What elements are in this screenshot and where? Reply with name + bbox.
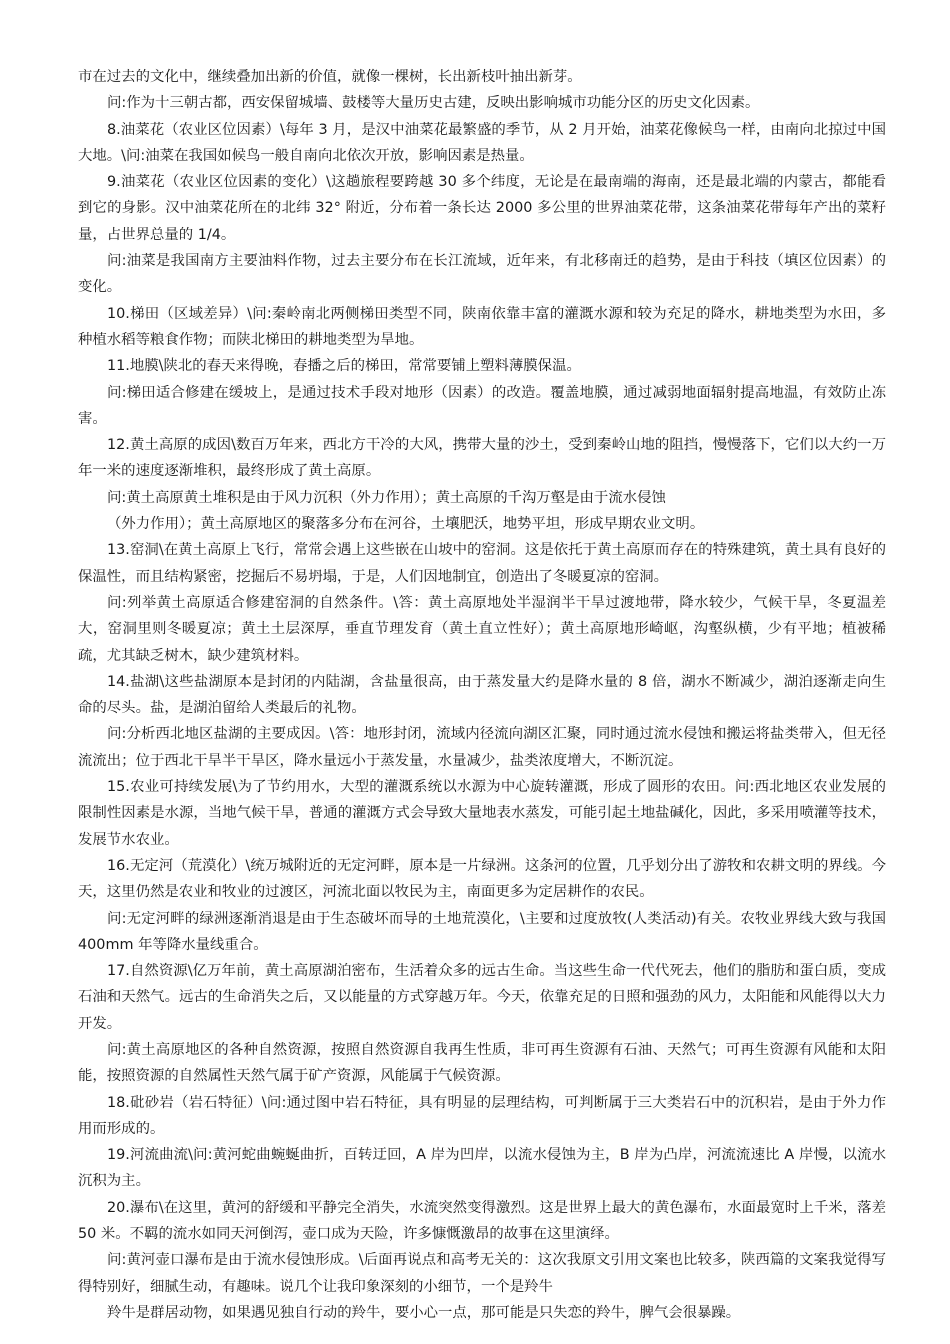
- paragraph: 14.盐湖\这些盐湖原本是封闭的内陆湖，含盐量很高，由于蒸发量大约是降水量的 8 倍，湖水不断减少，湖泊逐渐走向生命的尽头。盐，是湖泊留给人类最后的礼物。: [78, 673, 886, 717]
- paragraph: 16.无定河（荒漠化）\统万城附近的无定河畔，原本是一片绿洲。这条河的位置，几乎划分出了游牧和农耕文明的界线。今天，这里仍然是农业和牧业的过渡区，河流北面以牧民为主，南面更多为定居耕作的农民。: [78, 857, 886, 901]
- paragraph: 问:梯田适合修建在缓坡上，是通过技术手段对地形（因素）的改造。覆盖地膜，通过减弱地面辐射提高地温，有效防止冻害。: [78, 384, 886, 427]
- paragraph: 问:列举黄土高原适合修建窑洞的自然条件。\答：黄土高原地处半湿润半干旱过渡地带，降水较少，气候干旱，冬夏温差大，窑洞里则冬暖夏凉；黄土土层深厚，垂直节理发育（黄土直立性好）；黄土高原地形崎岖，沟壑纵横，少有平地；植被稀疏，尤其缺乏树木，缺少建筑材料。: [78, 594, 886, 664]
- paragraph: 问:黄土高原地区的各种自然资源，按照自然资源自我再生性质，非可再生资源有石油、天然气；可再生资源有风能和太阳能，按照资源的自然属性天然气属于矿产资源，风能属于气候资源。: [78, 1041, 886, 1085]
- paragraph: 羚牛是群居动物，如果遇见独自行动的羚牛，要小心一点，那可能是只失恋的羚牛，脾气会很暴躁。: [107, 1304, 741, 1321]
- paragraph: 问:作为十三朝古都，西安保留城墙、鼓楼等大量历史古建，反映出影响城市功能分区的历史文化因素。: [107, 95, 760, 112]
- paragraph: 8.油菜花（农业区位因素）\每年 3 月，是汉中油菜花最繁盛的季节，从 2 月开始，油菜花像候鸟一样，由南向北掠过中国大地。\问:油菜在我国如候鸟一般自南向北依次开放，影响因素是热量。: [78, 121, 886, 164]
- paragraph: 12.黄土高原的成因\数百万年来，西北方干冷的大风，携带大量的沙土，受到秦岭山地的阻挡，慢慢落下，它们以大约一万年一米的速度逐渐堆积，最终形成了黄土高原。: [78, 437, 886, 480]
- paragraph: 市在过去的文化中，继续叠加出新的价值，就像一棵树，长出新枝叶抽出新芽。: [78, 69, 582, 85]
- paragraph: 17.自然资源\亿万年前，黄土高原湖泊密布，生活着众多的远古生命。当这些生命一代代死去，他们的脂肪和蛋白质，变成石油和天然气。远古的生命消失之后，又以能量的方式穿越万年。今天，依靠充足的日照和强劲的风力，太阳能和风能得以大力开发。: [78, 963, 886, 1032]
- paragraph: 10.梯田（区域差异）\问:秦岭南北两侧梯田类型不同，陕南依靠丰富的灌溉水源和较为充足的降水，耕地类型为水田，多种植水稻等粮食作物；而陕北梯田的耕地类型为旱地。: [78, 305, 886, 348]
- paragraph: 18.砒砂岩（岩石特征）\问:通过图中岩石特征，具有明显的层理结构，可判断属于三大类岩石中的沉积岩，是由于外力作用而形成的。: [78, 1094, 886, 1137]
- paragraph: 问:无定河畔的绿洲逐渐消退是由于生态破坏而导的土地荒漠化，\主要和过度放牧(人类活动)有关。农牧业界线大致与我国 400mm 年等降水量线重合。: [78, 910, 886, 953]
- paragraph: 11.地膜\陕北的春天来得晚，春播之后的梯田，常常要铺上塑料薄膜保温。: [107, 358, 581, 375]
- paragraph: 20.瀑布\在这里，黄河的舒缓和平静完全消失，水流突然变得激烈。这是世界上最大的黄色瀑布，水面最宽时上千米，落差 50 米。不羁的流水如同天河倒泻，壶口成为天险，许多慷慨激昂的故事在这里演绎。: [78, 1199, 886, 1243]
- paragraph: 13.窑洞\在黄土高原上飞行，常常会遇上这些嵌在山坡中的窑洞。这是依托于黄土高原而存在的特殊建筑，黄土具有良好的保温性，而且结构紧密，挖掘后不易坍塌，于是，人们因地制宜，创造出了冬暖夏凉的窑洞。: [78, 542, 886, 585]
- paragraph: 19.河流曲流\问:黄河蛇曲蜿蜒曲折，百转迂回，A 岸为凹岸，以流水侵蚀为主，B 岸为凸岸，河流流速比 A 岸慢，以流水沉积为主。: [78, 1147, 886, 1190]
- paragraph: 问:黄河壶口瀑布是由于流水侵蚀形成。\后面再说点和高考无关的：这次我原文引用文案也比较多，陕西篇的文案我觉得写得特别好，细腻生动，有趣味。说几个让我印象深刻的小细节，一个是羚牛: [78, 1252, 886, 1295]
- paragraph: 问:油菜是我国南方主要油料作物，过去主要分布在长江流域，近年来，有北移南迁的趋势，是由于科技（填区位因素）的变化。: [78, 253, 886, 296]
- paragraph: 问:黄土高原黄土堆积是由于风力沉积（外力作用）；黄土高原的千沟万壑是由于流水侵蚀: [107, 489, 666, 506]
- body-text: [78, 64, 886, 1326]
- paragraph: 15.农业可持续发展\为了节约用水，大型的灌溉系统以水源为中心旋转灌溉，形成了圆形的农田。问:西北地区农业发展的限制性因素是水源，当地气候干旱，普通的灌溉方式会导致大量地表水蒸发，可能引起土地盐碱化，因此，多采用喷灌等技术，发展节水农业。: [78, 779, 886, 848]
- paragraph: 问:分析西北地区盐湖的主要成因。\答：地形封闭，流域内径流向湖区汇聚，同时通过流水侵蚀和搬运将盐类带入，但无径流流出；位于西北干旱半干旱区，降水量远小于蒸发量，水量减少，盐类浓度增大，不断沉淀。: [78, 726, 886, 769]
- paragraph: 9.油菜花（农业区位因素的变化）\这趟旅程要跨越 30 多个纬度，无论是在最南端的海南，还是最北端的内蒙古，都能看到它的身影。汉中油菜花所在的北纬 32° 附近，分布着一条长达 2000 多公里的世界油菜花带，这条油菜花带每年产出的菜籽量，占世界总量的 1/4。: [78, 174, 886, 243]
- paragraph: （外力作用）；黄土高原地区的聚落多分布在河谷，土壤肥沃，地势平坦，形成早期农业文明。: [107, 516, 705, 533]
